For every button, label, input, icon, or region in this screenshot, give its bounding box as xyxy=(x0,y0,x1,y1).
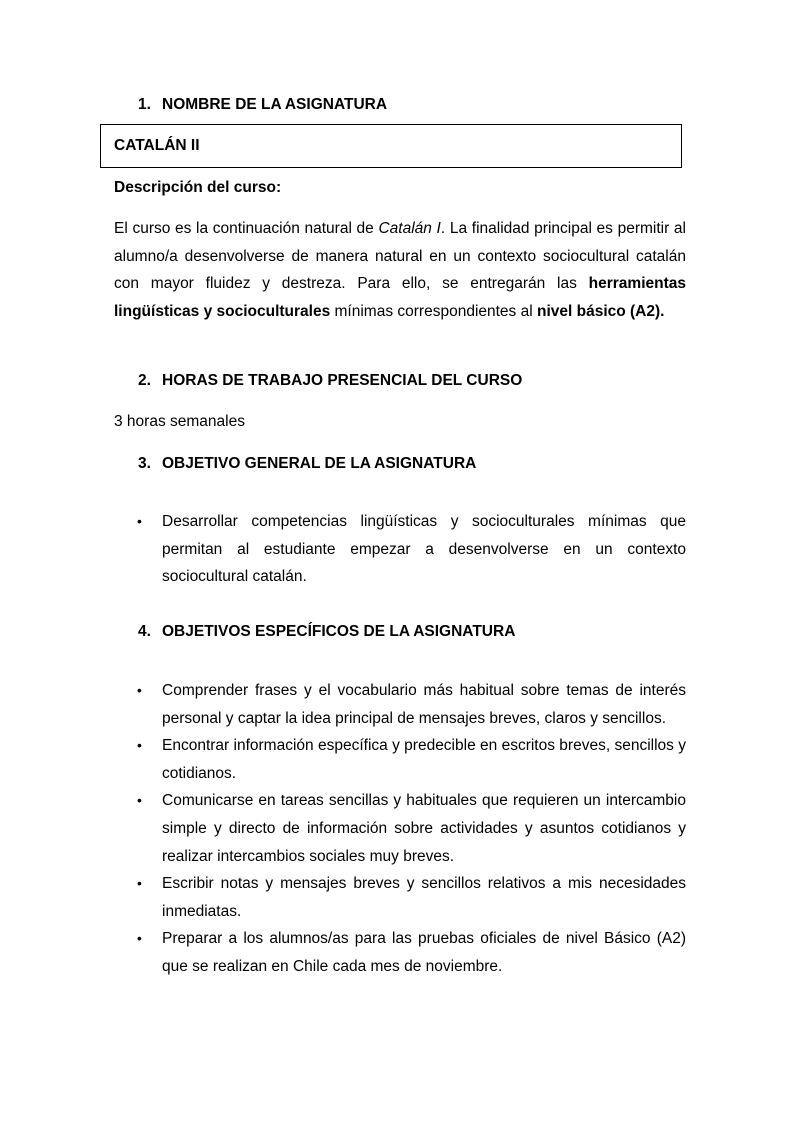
section-heading-4 xyxy=(138,623,515,641)
bullet-icon: • xyxy=(137,930,142,947)
description-bold: herramientas lingüísticas y socioculturales xyxy=(114,275,686,320)
bullet-icon: • xyxy=(137,682,142,698)
bullet-icon: • xyxy=(137,792,142,809)
course-name: CATALÁN II xyxy=(114,137,200,154)
description-text: mínimas correspondientes al xyxy=(330,302,537,320)
section-title: NOMBRE DE LA ASIGNATURA xyxy=(162,96,388,113)
list-item-text: Comunicarse en tareas sencillas y habituales que requieren un intercambio simple y directo de información sobre actividades y asuntos cotidianos y realizar intercambios sociales muy breves. xyxy=(162,792,686,865)
list-item-text: Preparar a los alumnos/as para las pruebas oficiales de nivel Básico (A2) que se realizan en Chile cada mes de noviembre. xyxy=(162,930,686,975)
list-item-text: Encontrar información específica y predecible en escritos breves, sencillos y cotidianos. xyxy=(162,737,686,782)
hours-text: 3 horas semanales xyxy=(114,413,245,430)
section-number: 2. xyxy=(138,372,151,389)
list-item xyxy=(0,787,686,870)
section-number: 1. xyxy=(138,96,151,113)
section-title: OBJETIVO GENERAL DE LA ASIGNATURA xyxy=(162,455,477,472)
description-paragraph xyxy=(114,215,686,325)
section-title: HORAS DE TRABAJO PRESENCIAL DEL CURSO xyxy=(162,372,523,389)
list-item-text: Escribir notas y mensajes breves y sencillos relativos a mis necesidades inmediatas. xyxy=(162,875,686,920)
list-item-text: Comprender frases y el vocabulario más habitual sobre temas de interés personal y captar la idea principal de mensajes breves, claros y sencillos. xyxy=(162,682,686,727)
bullet-icon: • xyxy=(137,513,142,529)
description-text: . La finalidad principal es permitir al alumno/a desenvolverse de manera natural en un contexto sociocultural catalán con mayor fluidez y destreza. Para ello, se entregarán las xyxy=(114,220,686,293)
description-bold: nivel básico (A2). xyxy=(536,302,665,320)
section-number: 4. xyxy=(138,623,151,640)
list-item xyxy=(0,870,686,925)
description-italic: Catalán I xyxy=(378,220,441,237)
list-item xyxy=(0,677,686,732)
specific-objectives-list xyxy=(0,677,686,981)
bullet-icon: • xyxy=(137,875,142,892)
course-name-box xyxy=(100,124,682,168)
general-objective-list xyxy=(0,508,686,591)
list-item xyxy=(0,732,686,787)
list-item xyxy=(0,925,686,980)
description-title: Descripción del curso: xyxy=(114,179,282,196)
section-heading-2 xyxy=(138,372,522,390)
bullet-icon: • xyxy=(137,737,142,754)
section-number: 3. xyxy=(138,455,151,472)
section-title: OBJETIVOS ESPECÍFICOS DE LA ASIGNATURA xyxy=(162,623,516,640)
list-item xyxy=(0,508,686,591)
section-heading-1 xyxy=(138,96,387,114)
list-item-text: Desarrollar competencias lingüísticas y socioculturales mínimas que permitan al estudiante empezar a desenvolverse en un contexto sociocultural catalán. xyxy=(162,513,686,586)
section-heading-3 xyxy=(138,455,476,473)
description-text: El curso es la continuación natural de xyxy=(114,220,379,237)
